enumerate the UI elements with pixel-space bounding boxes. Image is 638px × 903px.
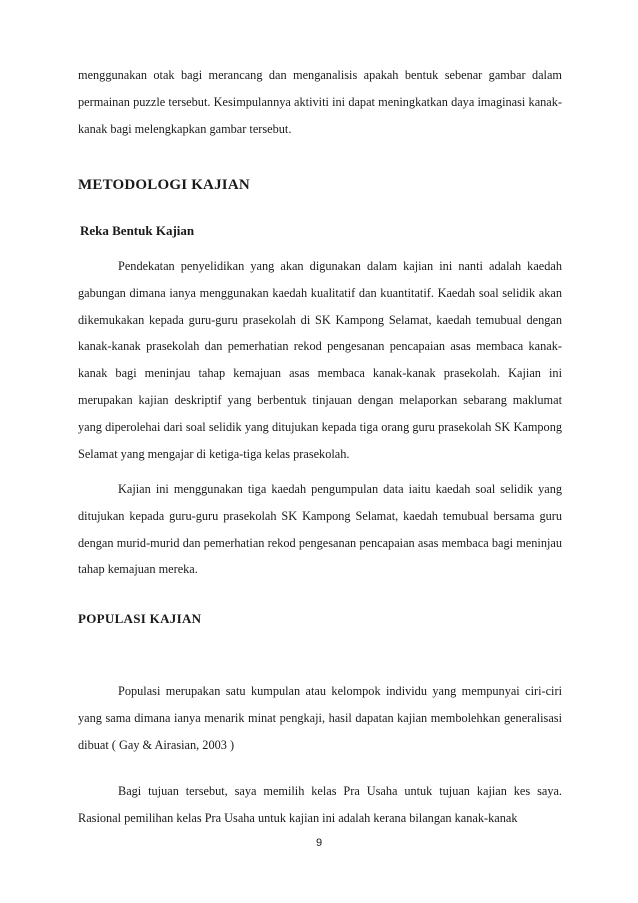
paragraph-design-2: Kajian ini menggunakan tiga kaedah pengumpulan data iaitu kaedah soal selidik yang ditujukan kepada guru-guru prasekolah SK Kampong Selamat, kaedah temubual bersama guru dengan murid-murid dan pemerhatian rekod pengesanan pencapaian asas membaca bagi meninjau tahap kemajuan mereka. — [78, 482, 562, 577]
paragraph-design-1: Pendekatan penyelidikan yang akan digunakan dalam kajian ini nanti adalah kaedah gabungan dimana ianya menggunakan kaedah kualitatif dan kuantitatif. Kaedah soal selidik akan dikemukakan kepada guru-guru prasekolah di SK Kampong Selamat, kaedah temubual dengan kanak-kanak prasekolah dan pemerhatian rekod pengesanan pencapaian asas membaca kanak-kanak bagi meninjau tahap kemajuan asas membaca kanak-kanak prasekolah. Kajian ini merupakan kajian deskriptif yang berbentuk tinjauan dengan melaporkan sebarang maklumat yang diperolehai dari soal selidik yang ditujukan kepada tiga orang guru prasekolah SK Kampong Selamat yang mengajar di ketiga-tiga kelas prasekolah. — [78, 259, 562, 461]
subheading-reka-bentuk-kajian: Reka Bentuk Kajian — [80, 223, 195, 238]
paragraph-population-2: Bagi tujuan tersebut, saya memilih kelas Pra Usaha untuk tujuan kajian kes saya. Rasional pemilihan kelas Pra Usaha untuk kajian ini adalah kerana bilangan kanak-kanak — [78, 784, 562, 825]
paragraph-population-1: Populasi merupakan satu kumpulan atau kelompok individu yang mempunyai ciri-ciri yang sama dimana ianya menarik minat pengkaji, hasil dapatan kajian membolehkan generalisasi dibuat ( Gay & Airasian, 2003 ) — [78, 684, 562, 752]
page-number: 9 — [315, 837, 323, 849]
heading-metodologi-kajian: METODOLOGI KAJIAN — [78, 177, 250, 193]
heading-populasi-kajian: POPULASI KAJIAN — [78, 611, 202, 626]
paragraph-intro: menggunakan otak bagi merancang dan menganalisis apakah bentuk sebenar gambar dalam permainan puzzle tersebut. Kesimpulannya aktiviti ini dapat meningkatkan daya imaginasi kanak-kanak bagi melengkapkan gambar tersebut. — [78, 68, 562, 136]
